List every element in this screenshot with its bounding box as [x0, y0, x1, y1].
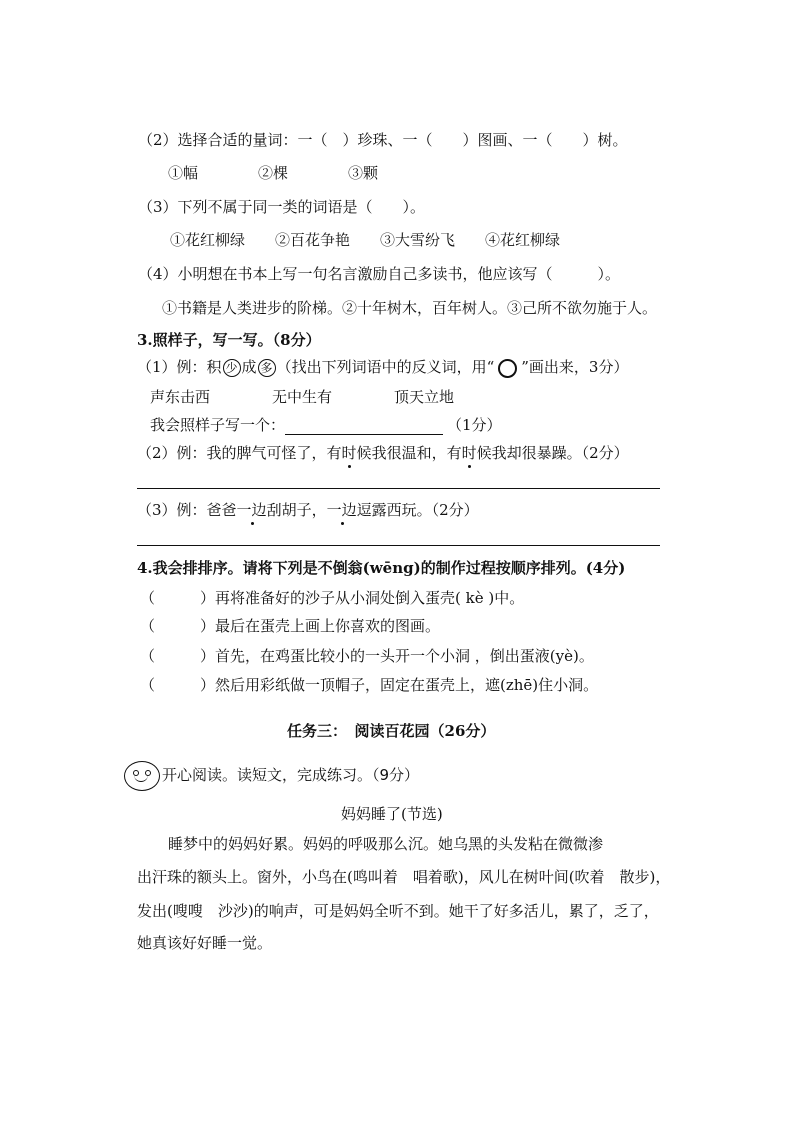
example-1-note-a: （找出下列词语中的反义词，用“: [276, 358, 495, 376]
circled-char-2: 多: [258, 359, 276, 377]
order-item-1: （ ）再将准备好的沙子从小洞处倒入蛋壳( kè )中。: [140, 589, 525, 607]
question-3-text: （3）下列不属于同一类的词语是（ ）。: [138, 198, 426, 216]
question-2-text: （2）选择合适的量词：一（ ）珍珠、一（ ）图画、一（ ）树。: [138, 131, 628, 149]
example-1-prefix: （1）例：积: [137, 358, 222, 376]
write-score: （1分）: [447, 416, 502, 434]
dotted-word-2: 有时候: [446, 444, 492, 462]
write-prompt: 我会照样子写一个：: [150, 416, 286, 434]
passage-line-4: 她真该好好睡一觉。: [137, 934, 273, 952]
question-4-options: ①书籍是人类进步的阶梯。②十年树木，百年树人。③己所不欲勿施于人。: [162, 299, 658, 317]
idiom-1: 声东击西: [150, 388, 211, 406]
section-3-title: 3.照样子，写一写。（8分）: [137, 331, 321, 349]
example-2: [137, 443, 629, 463]
question-2-options: ①幅 ②棵 ③颗: [168, 164, 379, 182]
dotted-word-4: 一边: [326, 501, 357, 519]
circle-mark-icon: [498, 359, 517, 378]
passage-line-1: 睡梦中的妈妈好累。妈妈的呼吸那么沉。她乌黑的头发粘在微微渗: [168, 835, 604, 853]
example-2-a: （2）例：我的脾气可怪了，: [137, 444, 327, 462]
example-1: [137, 357, 628, 378]
example-3-a: （3）例：爸爸: [137, 501, 237, 519]
passage-line-3: 发出(嗖嗖 沙沙)的响声，可是妈妈全听不到。她干了好多活儿，累了，乏了，: [137, 902, 659, 920]
example-2-c: 我很温和，: [371, 444, 447, 462]
dotted-word-1: 有时候: [326, 444, 372, 462]
example-3-c: 刮胡子，: [266, 501, 327, 519]
smiley-icon: [124, 761, 160, 791]
answer-line-3[interactable]: [137, 545, 660, 546]
question-4-text: （4）小明想在书本上写一句名言激励自己多读书，他应该写（ ）。: [138, 265, 621, 283]
order-item-2: （ ）最后在蛋壳上画上你喜欢的图画。: [140, 617, 441, 635]
answer-line-2[interactable]: [137, 488, 660, 489]
happy-reading-heading: 开心阅读。读短文，完成练习。（9分）: [162, 766, 420, 784]
passage-line-2: 出汗珠的额头上。窗外，小鸟在(鸣叫着 唱着歌)，风儿在树叶间(吹着 散步)，: [137, 868, 671, 886]
example-3-e: 逗露西玩。（2分）: [356, 501, 479, 519]
dotted-word-3: 一边: [236, 501, 267, 519]
task-3-title: 任务三： 阅读百花园（26分）: [287, 722, 496, 740]
answer-blank[interactable]: [285, 420, 443, 435]
idiom-3: 顶天立地: [394, 388, 455, 406]
circled-char-1: 少: [223, 359, 241, 377]
example-3: [137, 500, 479, 520]
section-4-title: 4.我会排排序。请将下列是不倒翁(wēng)的制作过程按顺序排列。(4分): [137, 559, 626, 577]
passage-title: 妈妈睡了(节选): [341, 805, 443, 823]
example-1-note-b: ”画出来，3分）: [521, 358, 629, 376]
example-2-e: 我却很暴躁。（2分）: [491, 444, 629, 462]
question-3-options: ①花红柳绿 ②百花争艳 ③大雪纷飞 ④花红柳绿: [170, 231, 561, 249]
example-1-mid: 成: [241, 358, 257, 376]
order-item-4: （ ）然后用彩纸做一顶帽子，固定在蛋壳上，遮(zhē)住小洞。: [140, 676, 599, 694]
idiom-2: 无中生有: [272, 388, 333, 406]
write-one-line: [150, 415, 502, 435]
order-item-3: （ ）首先，在鸡蛋比较小的一头开一个小洞 ，倒出蛋液(yè)。: [140, 647, 594, 665]
